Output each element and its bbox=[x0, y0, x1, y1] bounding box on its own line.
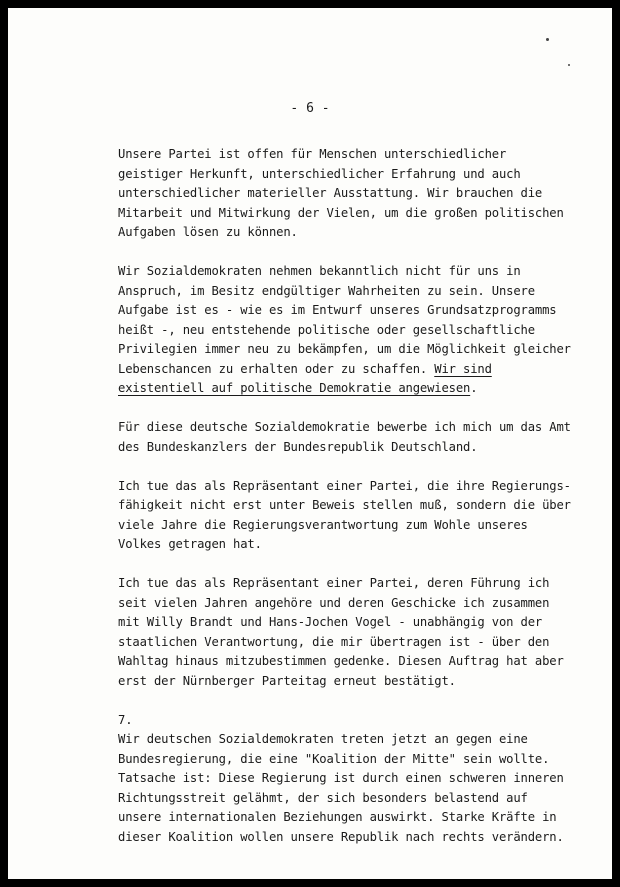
text-line: viele Jahre die Regierungsverantwortung zum Wohle unseres bbox=[118, 517, 528, 532]
text-line: Volkes getragen hat. bbox=[118, 537, 262, 551]
text-line: Ich tue das als Repräsentant einer Partei, die ihre Regierungs- bbox=[118, 478, 571, 493]
text-line: Wahltag hinaus mitzubestimmen gedenke. Diesen Auftrag hat aber bbox=[118, 654, 564, 668]
section-number: 7. bbox=[118, 712, 133, 727]
text-line: Anspruch, im Besitz endgültiger Wahrheiten zu sein. Unsere bbox=[118, 283, 535, 298]
paragraph-governing-capability bbox=[118, 477, 598, 555]
page-number: - 6 - bbox=[290, 101, 330, 116]
text-line: Tatsache ist: Diese Regierung ist durch einen schweren inneren bbox=[118, 771, 564, 785]
text-line: unsere internationalen Beziehungen auswirkt. Starke Kräfte in bbox=[118, 810, 557, 824]
text-line: Wir Sozialdemokraten nehmen bekanntlich nicht für uns in bbox=[118, 264, 521, 278]
text-segment: Lebenschancen zu erhalten oder zu schaffen. bbox=[118, 361, 435, 376]
text-line: seit vielen Jahren angehöre und deren Geschicke ich zusammen bbox=[118, 595, 550, 610]
text-line: Unsere Partei ist offen für Menschen unterschiedlicher bbox=[118, 147, 507, 161]
scan-speck bbox=[546, 38, 549, 41]
text-line: geistiger Herkunft, unterschiedlicher Erfahrung und auch bbox=[118, 166, 521, 181]
underlined-text: Wir sind bbox=[434, 361, 492, 376]
text-line: staatlichen Verantwortung, die mir übertragen ist - über den bbox=[118, 634, 550, 649]
text-line: Richtungsstreit gelähmt, der sich besonders belastend auf bbox=[118, 790, 528, 805]
text-line: Privilegien immer neu zu bekämpfen, um die Möglichkeit gleicher bbox=[118, 342, 571, 356]
text-line: Bundesregierung, die eine "Koalition der Mitte" sein wollte. bbox=[118, 751, 550, 766]
text-line: dieser Koalition wollen unsere Republik nach rechts verändern. bbox=[118, 829, 564, 844]
underlined-text: existentiell auf politische Demokratie angewiesen bbox=[118, 381, 471, 395]
text-line bbox=[118, 379, 598, 399]
text-line: Wir deutschen Sozialdemokraten treten jetzt an gegen eine bbox=[118, 732, 528, 746]
paragraph-party-openness bbox=[118, 145, 598, 243]
text-line: des Bundeskanzlers der Bundesrepublik Deutschland. bbox=[118, 439, 478, 454]
text-line: heißt -, neu entstehende politische oder gesellschaftliche bbox=[118, 322, 535, 337]
text-line: fähigkeit nicht erst unter Beweis stellen muß, sondern die über bbox=[118, 498, 571, 512]
text-line: Aufgaben lösen zu können. bbox=[118, 225, 298, 239]
document-body bbox=[118, 145, 598, 867]
text-line: Aufgabe ist es - wie es im Entwurf unseres Grundsatzprogramms bbox=[118, 303, 557, 317]
paragraph-no-absolute-truths bbox=[118, 262, 598, 399]
text-line: erst der Nürnberger Parteitag erneut bestätigt. bbox=[118, 673, 456, 688]
text-line: Mitarbeit und Mitwirkung der Vielen, um die großen politischen bbox=[118, 205, 564, 220]
text-line: Für diese deutsche Sozialdemokratie bewerbe ich mich um das Amt bbox=[118, 420, 571, 434]
text-line: mit Willy Brandt und Hans-Jochen Vogel - unabhängig von der bbox=[118, 615, 543, 629]
scan-speck bbox=[568, 64, 570, 66]
text-line: Ich tue das als Repräsentant einer Partei, deren Führung ich bbox=[118, 576, 550, 590]
text-segment: . bbox=[470, 381, 478, 395]
paragraph-section-7 bbox=[118, 711, 598, 848]
paragraph-candidacy bbox=[118, 418, 598, 457]
paragraph-party-leadership bbox=[118, 574, 598, 691]
text-line bbox=[118, 360, 598, 380]
document-page bbox=[8, 8, 612, 879]
text-line: unterschiedlicher materieller Ausstattung. Wir brauchen die bbox=[118, 186, 543, 200]
